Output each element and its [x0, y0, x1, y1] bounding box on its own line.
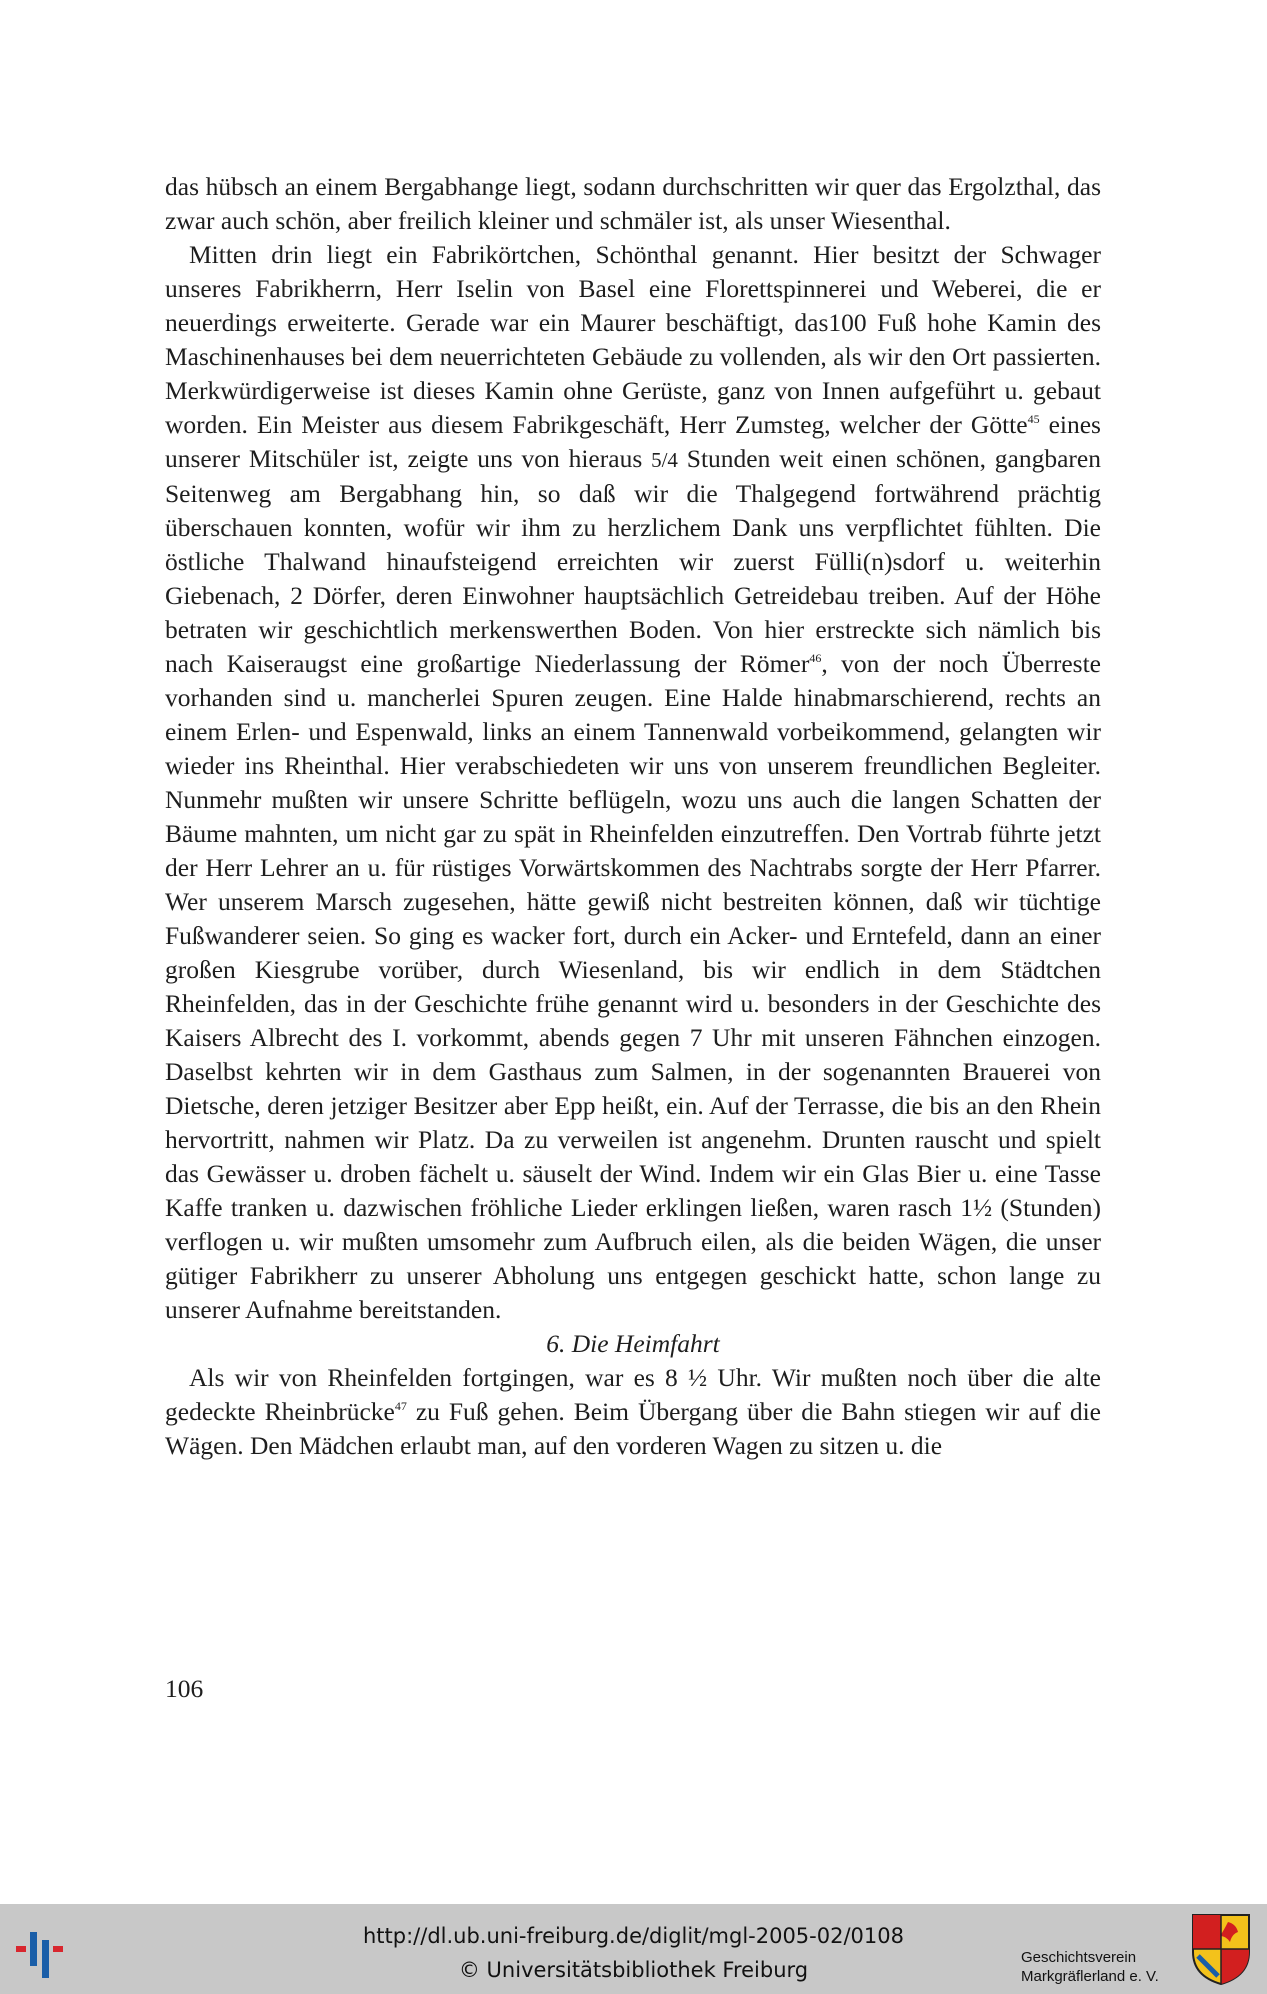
society-line-1: Geschichtsverein [1021, 1949, 1137, 1966]
footnote-ref: 45 [1027, 412, 1040, 426]
fraction: 5/4 [651, 448, 678, 472]
body-text [165, 170, 1101, 1463]
footnote-ref: 46 [809, 651, 822, 665]
society-name [1021, 1948, 1181, 1986]
paragraph: das hübsch an einem Bergabhange liegt, sodann durchschritten wir quer das Ergolzthal, das zwar auch schön, aber freilich kleiner und schmäler ist, als unser Wiesenthal. [165, 172, 1101, 235]
page-number: 106 [165, 1674, 204, 1703]
footnote-ref: 47 [394, 1399, 407, 1413]
paragraph: Als wir von Rheinfelden fortgingen, war es 8 ½ Uhr. Wir mußten noch über die alte gedeckte Rheinbrücke$^{47}$ zu Fuß gehen. Beim Übergang über die Bahn stiegen wir auf die Wägen. Den Mädchen erlaubt man, auf den vorderen Wagen zu sitzen u. die [165, 1363, 1102, 1460]
coat-of-arms-icon [1190, 1912, 1252, 1986]
paragraph: Mitten drin liegt ein Fabrikörtchen, Schönthal genannt. Hier besitzt der Schwager unseres Fabrikherrn, Herr Iselin von Basel eine Florettspinnerei und Weberei, die er neuerdings erweiterte. Gerade war ein Maurer beschäftigt, das100 Fuß hohe Kamin des Maschinenhauses bei dem neuerrichteten Gebäude zu vollenden, als wir den Ort passierten. Merkwürdigerweise ist dieses Kamin ohne Gerüste, ganz von Innen aufgeführt u. gebaut worden. Ein Meister aus diesem Fabrikgeschäft, Herr Zumsteg, welcher der Götte$^{45}$ eines unserer Mitschüler ist, zeigte uns von hieraus 5/4 Stunden weit einen schönen, gangbaren Seitenweg am Bergabhang hin, so daß wir die Thalgegend fortwährend prächtig überschauen konnten, wofür wir ihm zu herzlichem Dank uns verpflichtet fühlten. Die östliche Thalwand hinaufsteigend erreichten wir zuerst Fülli(n)sdorf u. weiterhin Giebenach, 2 Dörfer, deren Einwohner hauptsächlich Getreidebau treiben. Auf der Höhe betraten wir geschichtlich merkenswerthen Boden. Von hier erstreckte sich nämlich bis nach Kaiseraugst eine großartige Niederlassung der Römer$^{46}$, von der noch Überreste vorhanden sind u. mancherlei Spuren zeugen. Eine Halde hinabmarschierend, rechts an einem Erlen- und Espenwald, links an einem Tannenwald vorbeikommend, gelangten wir wieder ins Rheinthal. Hier verabschiedeten wir uns von unserem freundlichen Begleiter. Nunmehr mußten wir unsere Schritte beflügeln, wozu uns auch die langen Schatten der Bäume mahnten, um nicht gar zu spät in Rheinfelden einzutreffen. Den Vortrab führte jetzt der Herr Lehrer an u. für rüstiges Vorwärtskommen des Nachtrabs sorgte der Herr Pfarrer. Wer unserem Marsch zugesehen, hätte gewiß nicht bestreiten können, daß wir tüchtige Fußwanderer seien. So ging es wacker fort, durch ein Acker- und Erntefeld, dann an einer großen Kiesgrube vorüber, durch Wiesenland, bis wir endlich in dem Städtchen Rheinfelden, das in der Geschichte frühe genannt wird u. besonders in der Geschichte des Kaisers Albrecht des I. vorkommt, abends gegen 7 Uhr mit unseren Fähnchen einzogen. Daselbst kehrten wir in dem Gasthaus zum Salmen, in der sogenannten Brauerei von Dietsche, deren jetziger Besitzer aber Epp heißt, ein. Auf der Terrasse, die bis an den Rhein hervortritt, nahmen wir Platz. Da zu verweilen ist angenehm. Drunten rauscht und spielt das Gewässer u. droben fächelt u. säuselt der Wind. Indem wir ein Glas Bier u. eine Tasse Kaffe tranken u. dazwischen fröhliche Lieder erklingen ließen, waren rasch 1½ (Stunden) verflogen u. wir mußten umsomehr zum Aufbruch eilen, als die beiden Wägen, die unser gütiger Fabrikherr zu unserer Abholung uns entgegen geschickt hatte, schon lange zu unserer Aufnahme bereitstanden. [165, 240, 1101, 1324]
society-line-2: Markgräflerland e. V. [1021, 1968, 1159, 1985]
section-heading: 6. Die Heimfahrt [546, 1329, 720, 1358]
footer-url[interactable]: http://dl.ub.uni-freiburg.de/diglit/mgl-2005-02/0108 [362, 1924, 904, 1948]
footer-bar [0, 1904, 1267, 1994]
footer-copyright: © Universitätsbibliothek Freiburg [458, 1958, 809, 1982]
